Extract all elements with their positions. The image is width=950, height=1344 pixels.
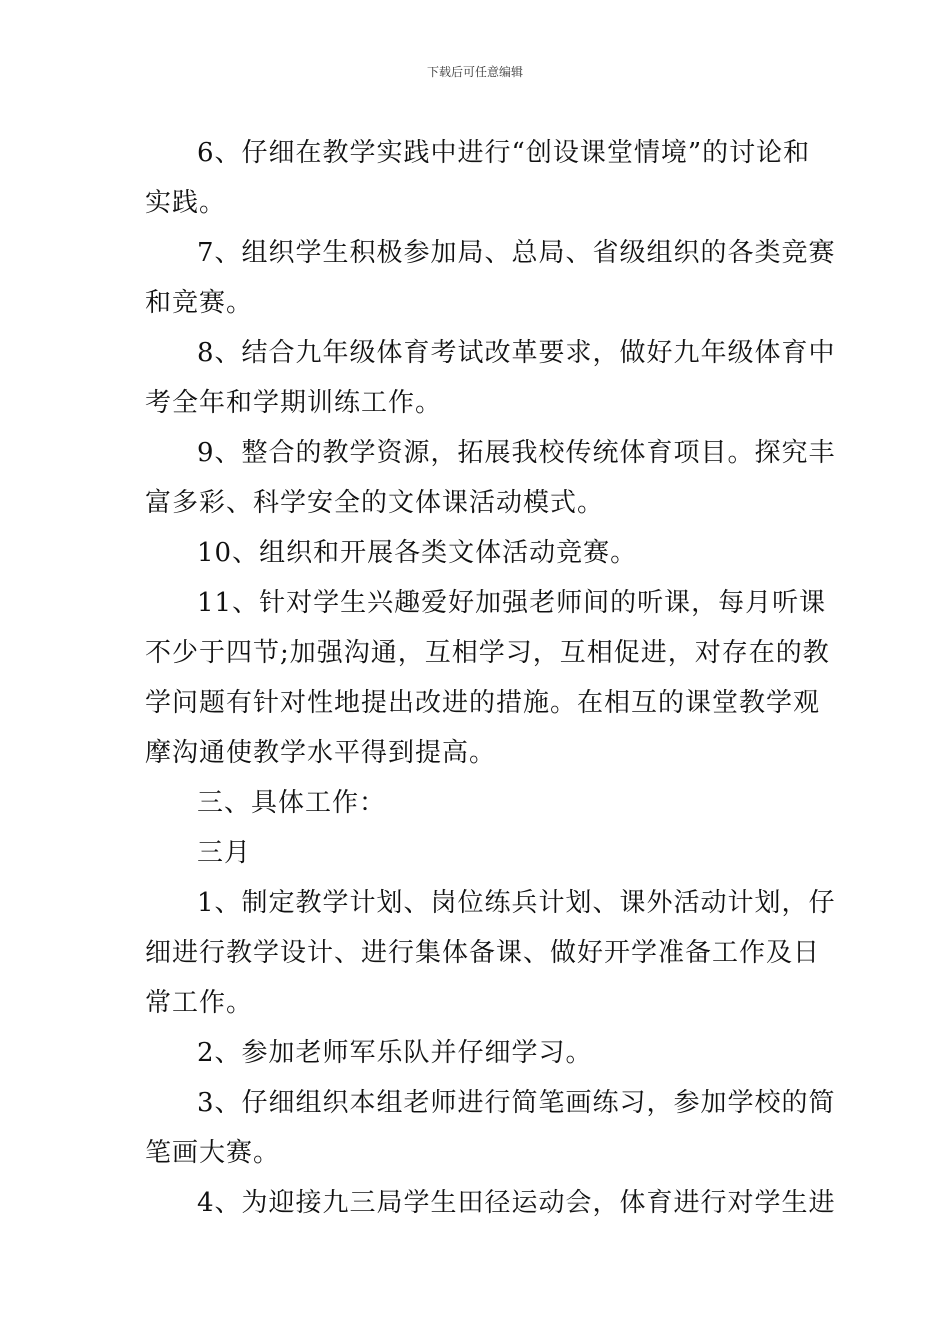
text-line: 三月 — [197, 838, 252, 868]
text-line: 6、仔细在教学实践中进行“创设课堂情境”的讨论和 — [197, 138, 811, 168]
month-heading — [145, 828, 813, 878]
paragraph-item-8 — [145, 328, 836, 428]
text-line: 和竞赛。 — [145, 288, 254, 318]
text-line: 1、制定教学计划、岗位练兵计划、课外活动计划，仔 — [197, 888, 836, 918]
task-item-2 — [145, 1028, 813, 1078]
text-line: 不少于四节;加强沟通，互相学习，互相促进，对存在的教 — [145, 638, 830, 668]
task-item-4 — [145, 1178, 836, 1228]
text-line: 9、整合的教学资源，拓展我校传统体育项目。探究丰 — [197, 438, 836, 468]
text-line: 富多彩、科学安全的文体课活动模式。 — [145, 488, 605, 518]
text-line: 三、具体工作： — [197, 788, 387, 818]
paragraph-item-9 — [145, 428, 836, 528]
paragraph-item-11 — [145, 578, 830, 778]
paragraph-item-7 — [145, 228, 836, 328]
text-line: 10、组织和开展各类文体活动竞赛。 — [197, 538, 638, 568]
text-line: 笔画大赛。 — [145, 1138, 281, 1168]
paragraph-item-10 — [145, 528, 813, 578]
text-line: 11、针对学生兴趣爱好加强老师间的听课，每月听课 — [197, 588, 827, 618]
paragraph-item-6 — [145, 128, 813, 228]
text-line: 8、结合九年级体育考试改革要求，做好九年级体育中 — [197, 338, 836, 368]
text-line: 3、仔细组织本组老师进行简笔画练习，参加学校的简 — [197, 1088, 836, 1118]
task-item-1 — [145, 878, 836, 1028]
section-heading — [145, 778, 813, 828]
text-line: 4、为迎接九三局学生田径运动会，体育进行对学生进 — [197, 1188, 836, 1218]
text-line: 考全年和学期训练工作。 — [145, 388, 443, 418]
page-header: 下载后可任意编辑 — [426, 65, 523, 79]
task-item-3 — [145, 1078, 836, 1178]
text-line: 摩沟通使教学水平得到提高。 — [145, 738, 497, 768]
text-line: 2、参加老师军乐队并仔细学习。 — [197, 1038, 593, 1068]
text-line: 细进行教学设计、进行集体备课、做好开学准备工作及日 — [145, 938, 821, 968]
document-body — [145, 128, 836, 1228]
text-line: 常工作。 — [145, 988, 254, 1018]
text-line: 7、组织学生积极参加局、总局、省级组织的各类竞赛 — [197, 238, 836, 268]
text-line: 学问题有针对性地提出改进的措施。在相互的课堂教学观 — [145, 688, 821, 718]
text-line: 实践。 — [145, 188, 227, 218]
